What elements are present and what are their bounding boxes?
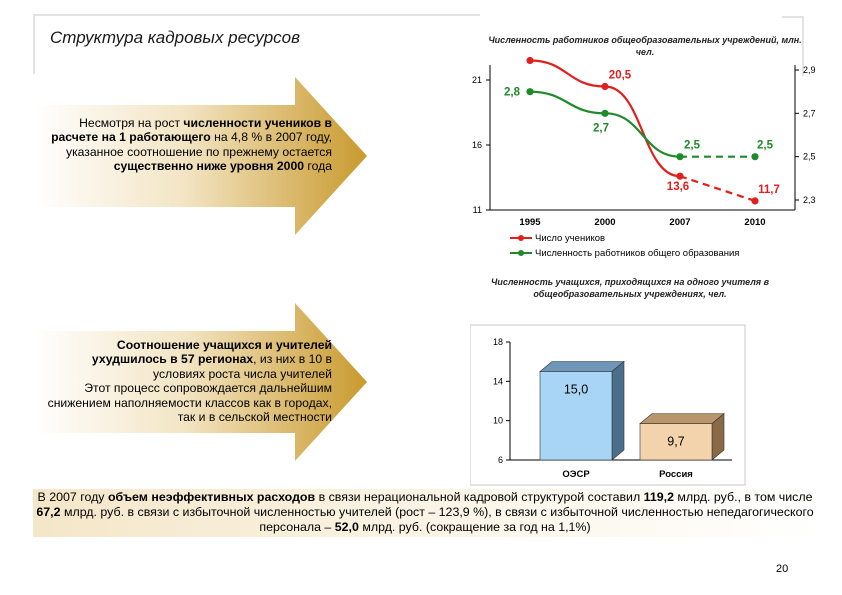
bottom-text: В 2007 году объем неэффективных расходов в связи нерациональной кадровой структурой составил 119,2 млрд. руб., в том числе 67,2 млрд. руб. в связи с избыточной численностью учителей (рост – 123,9 %), в связи с избыточной численностью непедагогического персонала – 52,0 млрд. руб. (сокращение за год на 1,1%) [36, 490, 814, 534]
line-chart [440, 55, 840, 265]
students-point [751, 197, 758, 204]
legend-staff-label: Численность работников общего образования [535, 248, 740, 259]
bar-value-label: 15,0 [563, 382, 589, 397]
left-tick-label: 21 [471, 75, 482, 85]
right-tick-label: 2,3 [803, 195, 816, 205]
category-label: 2007 [669, 217, 691, 228]
staff-data-label: 2,5 [684, 139, 700, 152]
students-point [601, 83, 608, 90]
staff-data-label: 2,7 [593, 122, 609, 135]
staff-data-label: 2,5 [757, 139, 773, 152]
right-tick-label: 2,5 [803, 151, 816, 162]
category-label: 2000 [594, 217, 616, 228]
students-point [676, 173, 683, 180]
bar-category-label: ОЭСР [562, 469, 590, 480]
students-data-label: 20,5 [608, 69, 632, 82]
students-line [530, 61, 680, 177]
staff-point [526, 88, 533, 95]
left-tick-label: 16 [471, 140, 482, 150]
bar-top-face [640, 414, 724, 424]
students-projection [680, 176, 755, 201]
panel2-text: Соотношение учащихся и учителей ухудшилось в 57 регионах, из них в 10 в условиях роста числа учителей Этот процесс сопровождается дальнейшим снижением наполняемости классов как в городах, так и в сельской местности [47, 338, 332, 425]
bar-category-label: Россия [659, 469, 693, 480]
category-label: 1995 [519, 217, 541, 228]
staff-data-label: 2,8 [504, 86, 520, 99]
page-number: 20 [776, 563, 789, 575]
category-label: 2010 [744, 217, 766, 228]
students-data-label: 11,7 [758, 183, 780, 196]
right-tick-label: 2,9 [803, 65, 816, 75]
left-tick-label: 11 [472, 205, 482, 215]
staff-point [601, 110, 608, 117]
page-title: Структура кадровых ресурсов [50, 28, 300, 47]
bar-tick-label: 18 [492, 337, 503, 347]
bar-chart-title: Численность учащихся, приходящихся на одного учителя в общеобразовательных учреждениях, чел. [490, 277, 770, 299]
bar-value-label: 9,7 [667, 434, 685, 449]
students-point [526, 57, 533, 64]
bar-tick-label: 10 [492, 415, 503, 426]
legend-students-label: Число учеников [535, 233, 606, 244]
line-chart-title: Численность работников общеобразовательных учреждений, млн. чел. [488, 35, 802, 57]
legend-students-marker [518, 235, 524, 241]
bar-chart [470, 320, 750, 490]
bar-tick-label: 6 [497, 455, 503, 465]
staff-point [751, 153, 758, 160]
right-tick-label: 2,7 [803, 108, 816, 119]
panel1-text: Несмотря на рост численности учеников в расчете на 1 работающего на 4,8 % в 2007 году, указанное соотношение по прежнему остается существенно ниже уровня 2000 года [51, 116, 332, 174]
students-data-label: 13,6 [666, 181, 690, 194]
bar-top-face [540, 362, 624, 372]
staff-point [676, 153, 683, 160]
legend-staff-marker [518, 250, 524, 256]
bar-side-face [612, 362, 624, 461]
bar-tick-label: 14 [492, 376, 503, 387]
